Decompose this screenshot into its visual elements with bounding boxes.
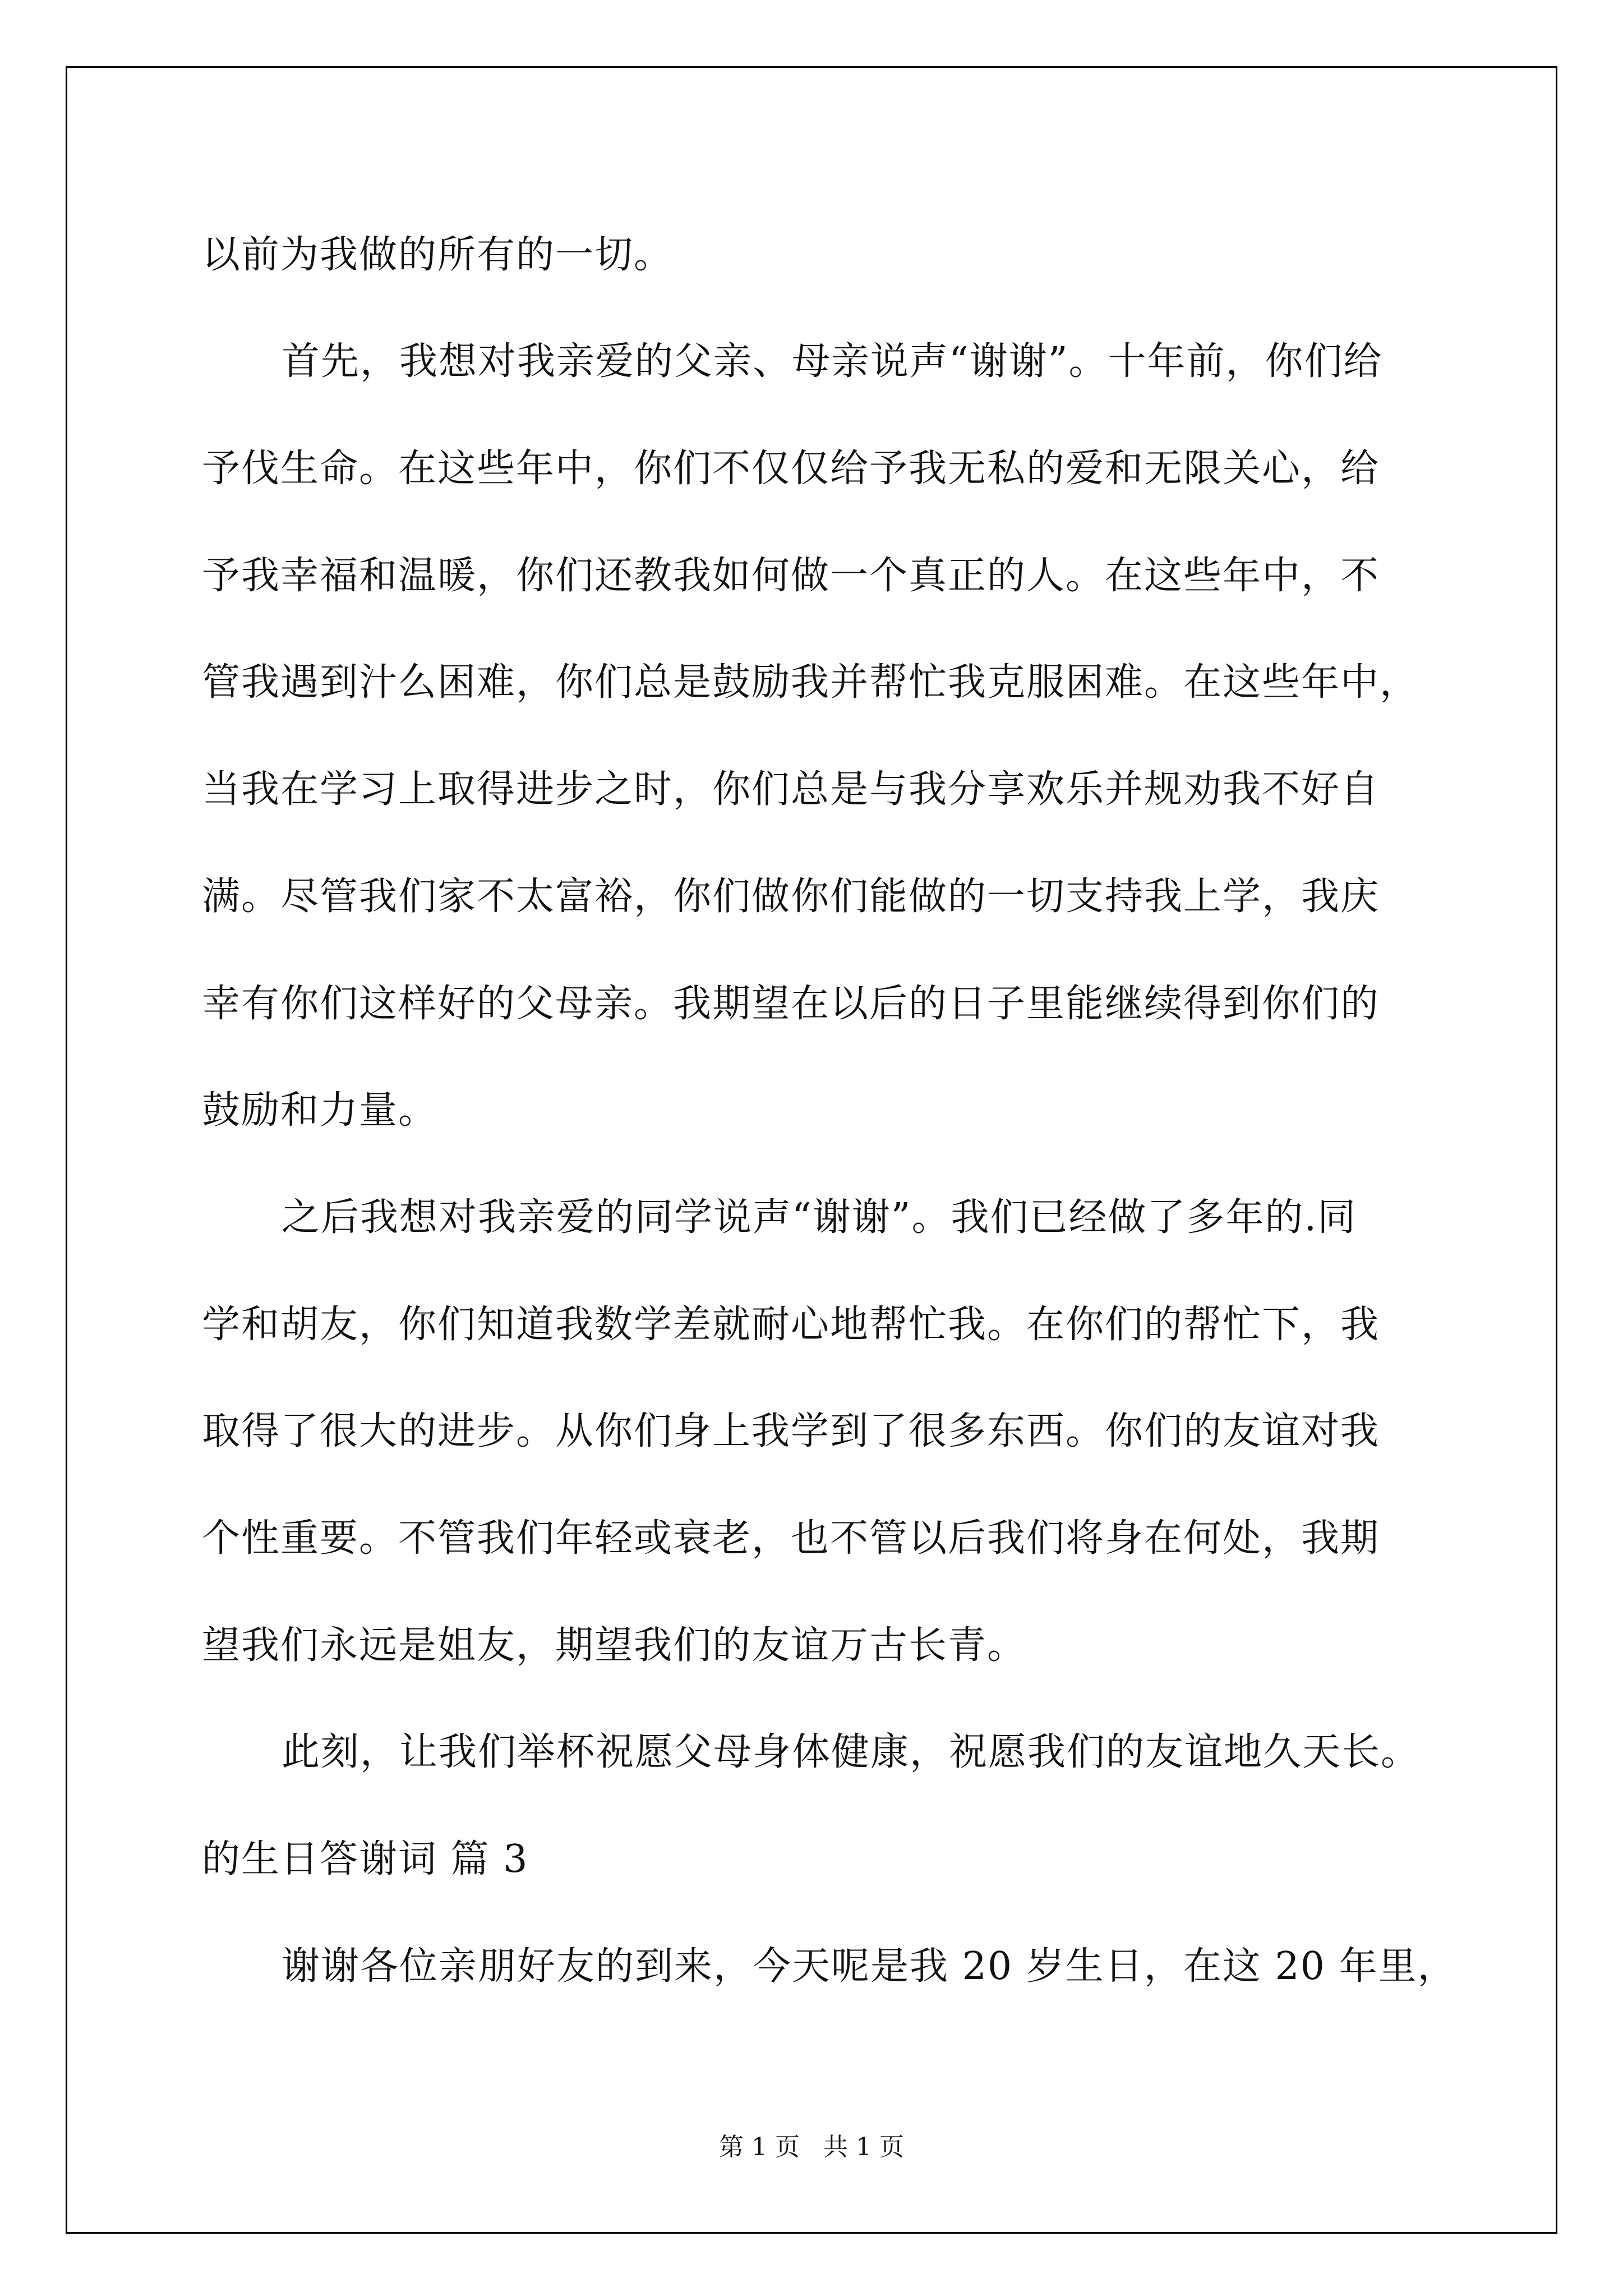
paragraph-line: 个性重要。不管我们年轻或衰老，也不管以后我们将身在何处，我期	[202, 1516, 1380, 1561]
section-heading: 的生日答谢词 篇 3	[202, 1837, 529, 1881]
paragraph-line: 首先，我想对我亲爱的父亲、母亲说声“谢谢”。十年前，你们给	[282, 339, 1383, 384]
paragraph-line: 满。尽管我们家不太富裕，你们做你们能做的一切支持我上学，我庆	[202, 875, 1380, 919]
paragraph-line: 以前为我做的所有的一切。	[202, 233, 674, 277]
paragraph-line: 幸有你们这样好的父母亲。我期望在以后的日子里能继续得到你们的	[202, 982, 1380, 1026]
paragraph-line: 予伐生命。在这些年中，你们不仅仅给予我无私的爱和无限关心，给	[202, 447, 1380, 491]
page-total: 共 1 页	[823, 2133, 904, 2161]
paragraph-line: 此刻，让我们举杯祝愿父母身体健康，祝愿我们的友谊地久天长。	[282, 1730, 1421, 1774]
paragraph-line: 鼓励和力量。	[202, 1088, 438, 1133]
paragraph-line: 谢谢各位亲朋好友的到来，今天呢是我 20 岁生日，在这 20 年里，	[282, 1944, 1457, 1989]
page-border	[66, 66, 1557, 2234]
paragraph-line: 望我们永远是姐友，期望我们的友谊万古长青。	[202, 1623, 1027, 1668]
paragraph-line: 学和胡友，你们知道我数学差就耐心地帮忙我。在你们的帮忙下，我	[202, 1303, 1380, 1347]
paragraph-line: 管我遇到汁么困难，你们总是鼓励我并帮忙我克服困难。在这些年中，	[202, 660, 1419, 705]
paragraph-line: 取得了很大的进步。从你们身上我学到了很多东西。你们的友谊对我	[202, 1409, 1380, 1453]
page-number: 第 1 页	[719, 2133, 800, 2161]
paragraph-line: 当我在学习上取得进步之时，你们总是与我分享欢乐并规劝我不好自	[202, 767, 1380, 812]
page-footer	[0, 2131, 1623, 2164]
paragraph-line: 予我幸福和温暖，你们还教我如何做一个真正的人。在这些年中，不	[202, 554, 1380, 598]
paragraph-line: 之后我想对我亲爱的同学说声“谢谢”。我们已经做了多年的.同	[282, 1195, 1357, 1240]
